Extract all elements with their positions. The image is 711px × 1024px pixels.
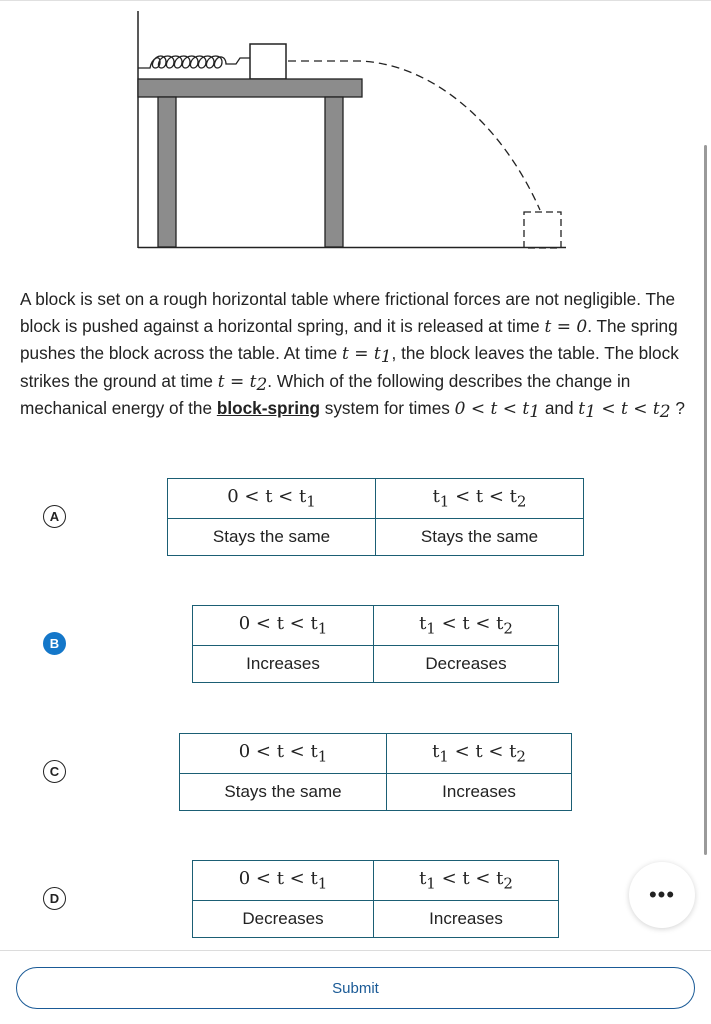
table-top	[138, 79, 362, 97]
choice-b-radio[interactable]: B	[43, 632, 66, 655]
choice-d-table[interactable]: $0 < t < t_1$ $t_1 < t < t_2$ Decreases Increases	[192, 860, 559, 938]
spring	[138, 56, 250, 68]
choice-a-radio[interactable]: A	[43, 505, 66, 528]
choice-b-col1: Increases	[193, 646, 374, 683]
table-leg-right	[325, 97, 343, 247]
choice-d-col1: Decreases	[193, 901, 374, 938]
table-leg-left	[158, 97, 176, 247]
block-spring-diagram	[0, 0, 711, 270]
choice-a-col2: Stays the same	[376, 519, 584, 556]
scrollbar[interactable]	[704, 145, 707, 855]
choice-a-table[interactable]: $0 < t < t_1$ $t_1 < t < t_2$ Stays the same Stays the same	[167, 478, 584, 556]
choice-c-col1: Stays the same	[180, 774, 387, 811]
more-icon: •••	[648, 882, 676, 907]
choice-b-table[interactable]: $0 < t < t_1$ $t_1 < t < t_2$ Increases Decreases	[192, 605, 559, 683]
choice-c-col2: Increases	[387, 774, 572, 811]
emphasis-block-spring: block-spring	[216, 398, 320, 419]
block	[250, 44, 286, 79]
choice-a-col1: Stays the same	[168, 519, 376, 556]
footer-bar	[0, 950, 711, 1024]
more-options-button[interactable]	[629, 862, 695, 928]
choice-d-radio[interactable]: D	[43, 887, 66, 910]
choice-c-radio[interactable]: C	[43, 760, 66, 783]
choice-c-table[interactable]: $0 < t < t_1$ $t_1 < t < t_2$ Stays the same Increases	[179, 733, 572, 811]
choice-b-col2: Decreases	[374, 646, 559, 683]
question-text: A block is set on a rough horizontal table where frictional forces are not negligible. The block is pushed against a horizontal spring, and it is released at time t = 0. The spring pushes the block across the table. At time $t = t_1$, the block leaves the table. The block strikes the ground at time $t = t_2$. Which of the following describes the change in mechanical energy of the block-spring system for times $0 < t < t_1$ and $t_1 < t < t_2$ ?	[20, 289, 685, 423]
submit-button[interactable]: Submit	[16, 967, 695, 1009]
landed-block	[524, 212, 561, 248]
choice-d-col2: Increases	[374, 901, 559, 938]
